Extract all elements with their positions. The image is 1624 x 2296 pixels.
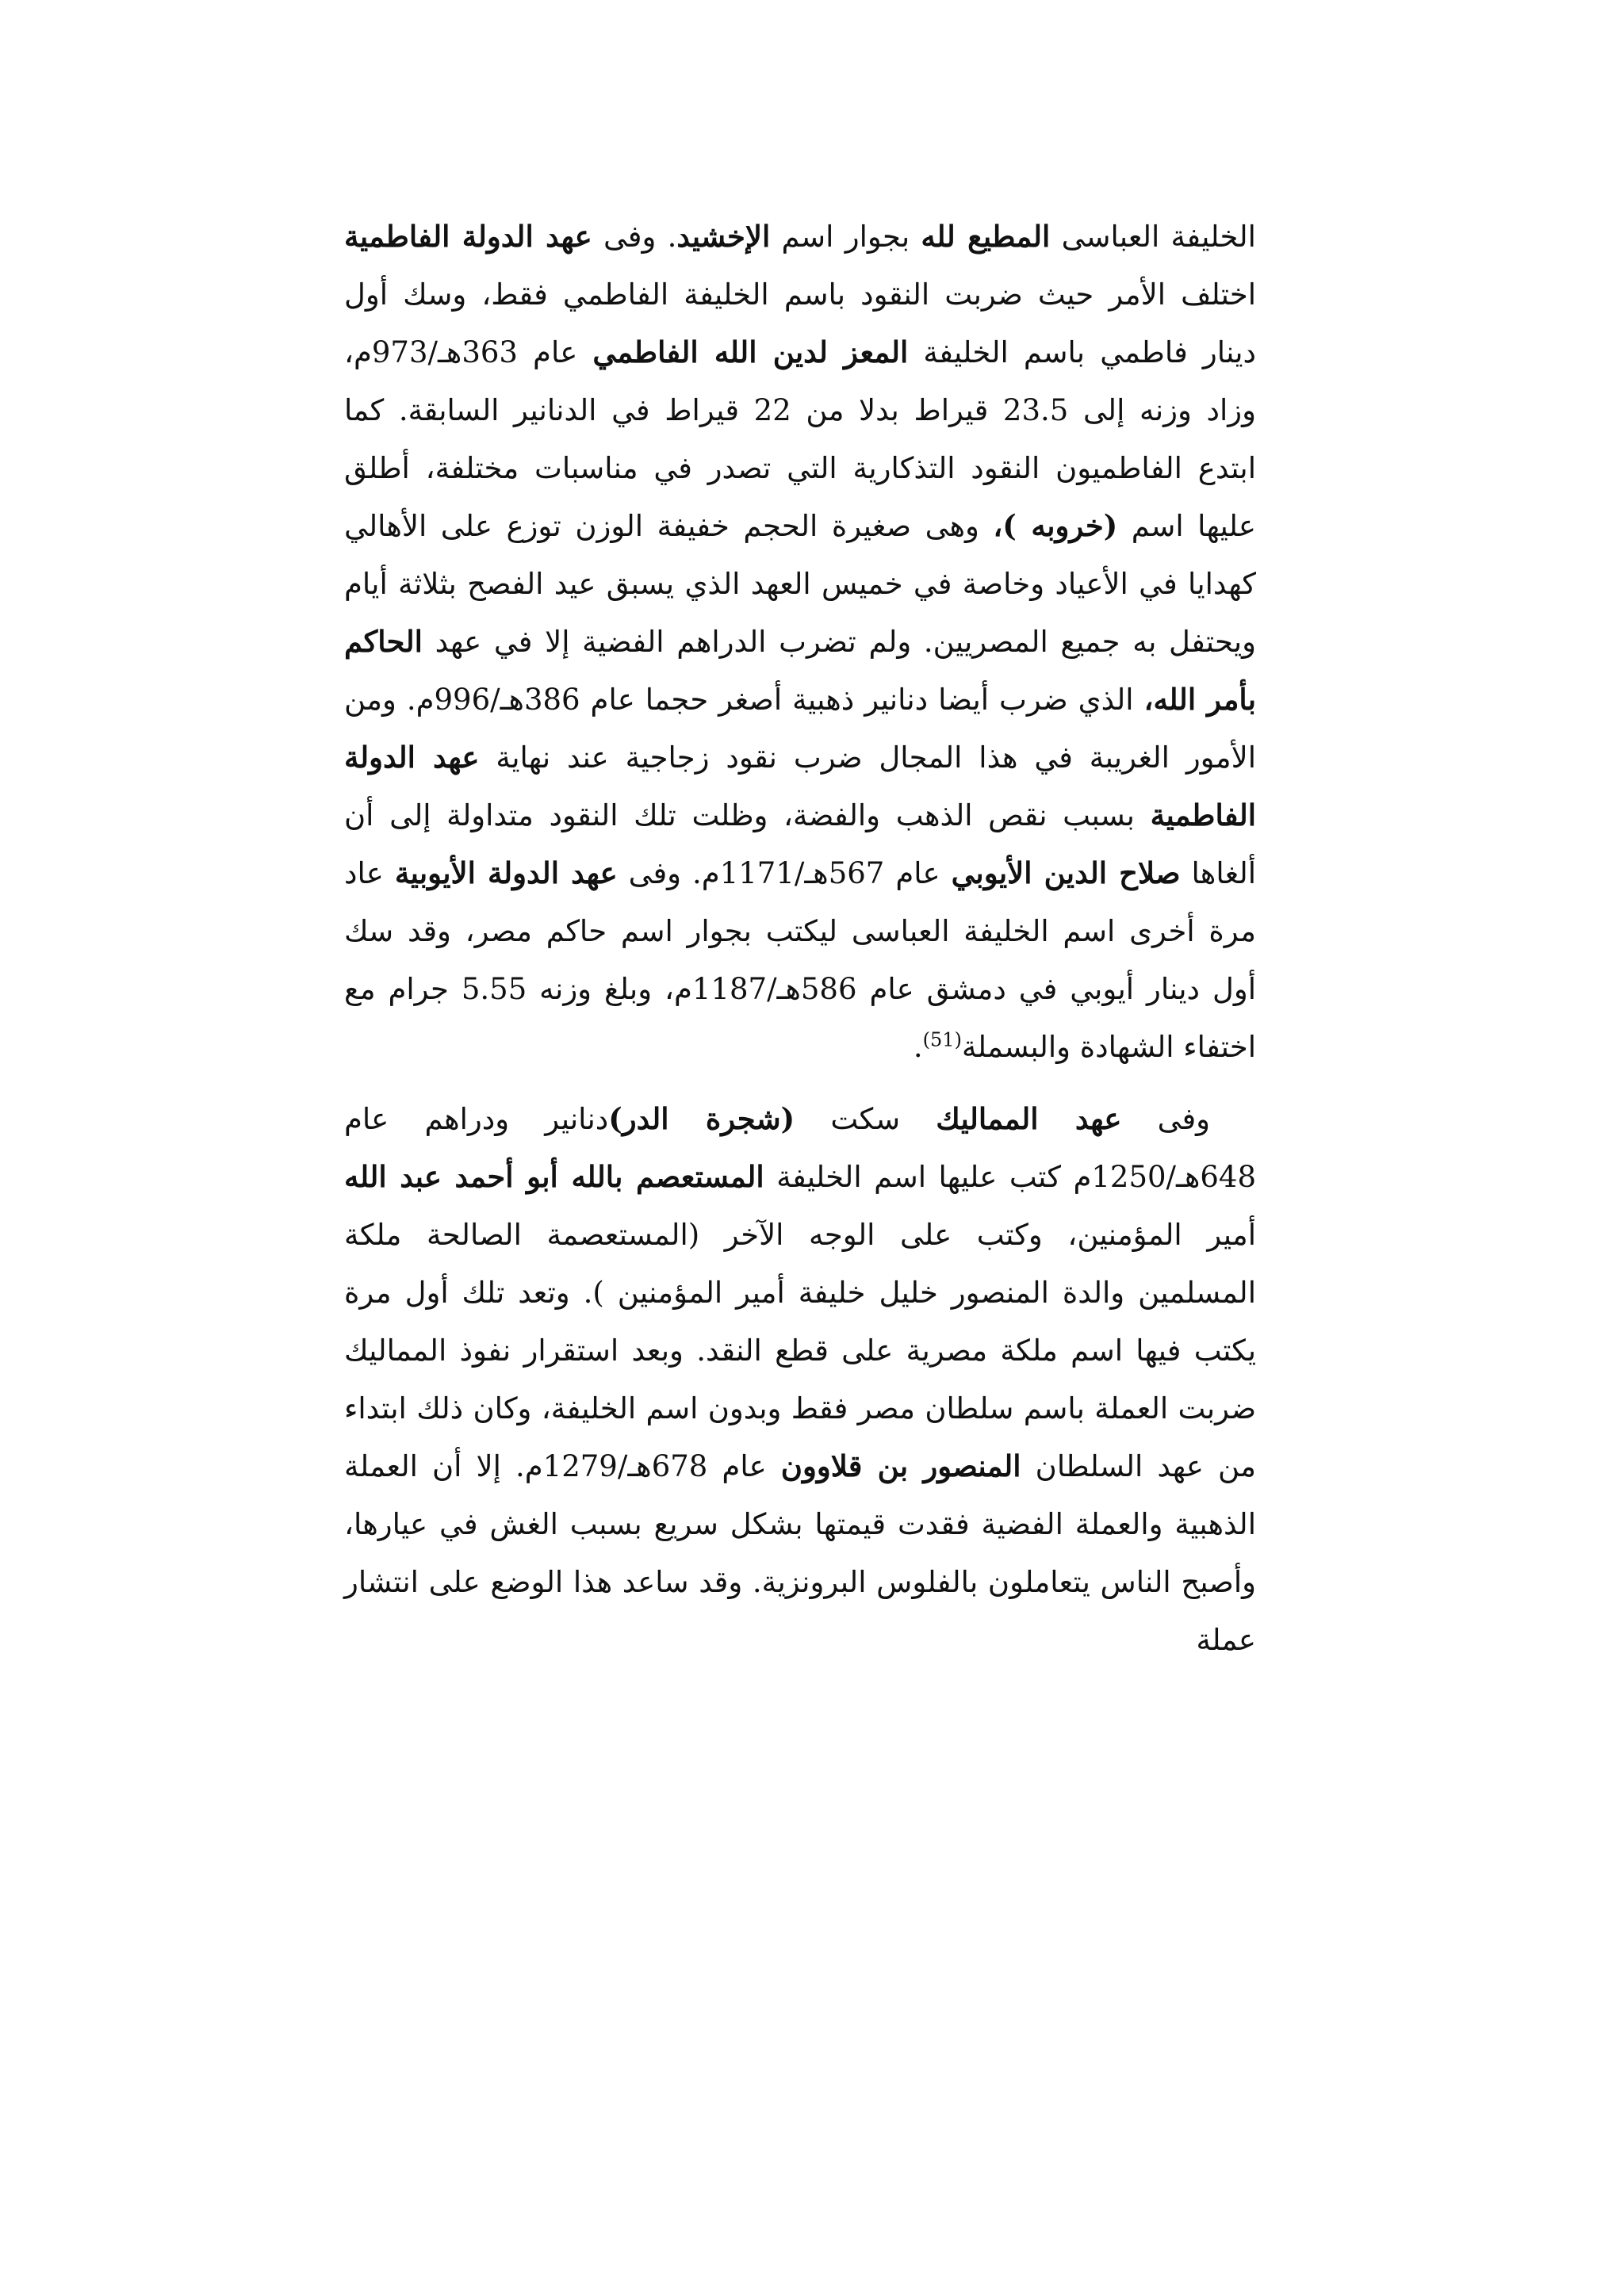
footnote-reference: (51): [922, 1028, 962, 1051]
text-run: . وفى: [592, 220, 677, 254]
text-run: وهى صغيرة الحجم خفيفة الوزن توزع على الأهالي كهدايا في الأعياد وخاصة في خميس العهد الذي يسبق عيد الفصح بثلاثة أيام ويحتفل به جميع المصريين. ولم تضرب الدراهم الفضية إلا في عهد: [344, 509, 1256, 659]
bold-term: عهد الدولة الفاطمية: [344, 740, 1256, 832]
body-text: [344, 208, 1256, 1669]
bold-term: عهد الدولة الفاطمية: [344, 219, 592, 254]
text-run: بسبب نقص الذهب والفضة، وظلت تلك النقود متداولة إلى أن ألغاها: [344, 798, 1256, 890]
paragraph: [344, 208, 1256, 1076]
paragraph: [344, 1090, 1256, 1669]
text-run: عاد مرة أخرى اسم الخليفة العباسى ليكتب بجوار اسم حاكم مصر، وقد سك أول دينار أيوبي في دمشق عام 586هـ/1187م، وبلغ وزنه 5.55 جرام مع اختفاء الشهادة والبسملة: [344, 856, 1256, 1064]
bold-term: عهد الدولة الأيوبية: [394, 855, 618, 890]
text-run: الخليفة العباسى: [1050, 220, 1256, 254]
bold-term: الحاكم بأمر الله،: [344, 624, 1256, 717]
bold-term: المنصور بن قلاوون: [780, 1448, 1021, 1483]
text-run: .: [913, 1030, 923, 1064]
bold-term: المستعصم بالله أبو أحمد عبد الله: [344, 1159, 764, 1194]
bold-term: (شجرة الدر): [608, 1101, 795, 1136]
text-run: أمير المؤمنين، وكتب على الوجه الآخر (المستعصمة الصالحة ملكة المسلمين والدة المنصور خليل خليفة أمير المؤمنين ). وتعد تلك أول مرة يكتب فيها اسم ملكة مصرية على قطع النقد. وبعد استقرار نفوذ المماليك ضربت العملة باسم سلطان مصر فقط وبدون اسم الخليفة، وكان ذلك ابتداء من عهد السلطان: [344, 1218, 1256, 1483]
text-run: دنانير ودراهم عام 648هـ/1250م كتب عليها اسم الخليفة: [344, 1102, 1256, 1194]
text-run: عام 363هـ/973م، وزاد وزنه إلى 23.5 قيراط بدلا من 22 قيراط في الدنانير السابقة. كما ابتدع الفاطميون النقود التذكارية التي تصدر في مناسبات مختلفة، أطلق عليها اسم: [344, 335, 1256, 543]
text-run: عام 567هـ/1171م. وفى: [617, 856, 952, 890]
text-run: سكت: [795, 1102, 936, 1136]
bold-term: صلاح الدين الأيوبي: [951, 855, 1181, 890]
text-run: بجوار اسم: [770, 220, 921, 254]
bold-term: الإخشيد: [676, 219, 771, 254]
bold-term: المطيع لله: [921, 219, 1051, 254]
bold-term: (خروبه )،: [993, 508, 1118, 543]
bold-term: عهد المماليك: [936, 1101, 1122, 1136]
text-run: اختلف الأمر حيث ضربت النقود باسم الخليفة الفاطمي فقط، وسك أول دينار فاطمي باسم الخليفة: [344, 277, 1257, 369]
text-run: الذي ضرب أيضا دنانير ذهبية أصغر حجما عام 386هـ/996م. ومن الأمور الغريبة في هذا المجال ضرب نقود زجاجية عند نهاية: [344, 683, 1256, 775]
bold-term: المعز لدين الله الفاطمي: [592, 335, 909, 369]
text-run: وفى: [1121, 1102, 1211, 1136]
text-run: عام 678هـ/1279م. إلا أن العملة الذهبية والعملة الفضية فقدت قيمتها بشكل سريع بسبب الغش في عيارها، وأصبح الناس يتعاملون بالفلوس البرونزية. وقد ساعد هذا الوضع على انتشار عملة: [344, 1449, 1256, 1657]
